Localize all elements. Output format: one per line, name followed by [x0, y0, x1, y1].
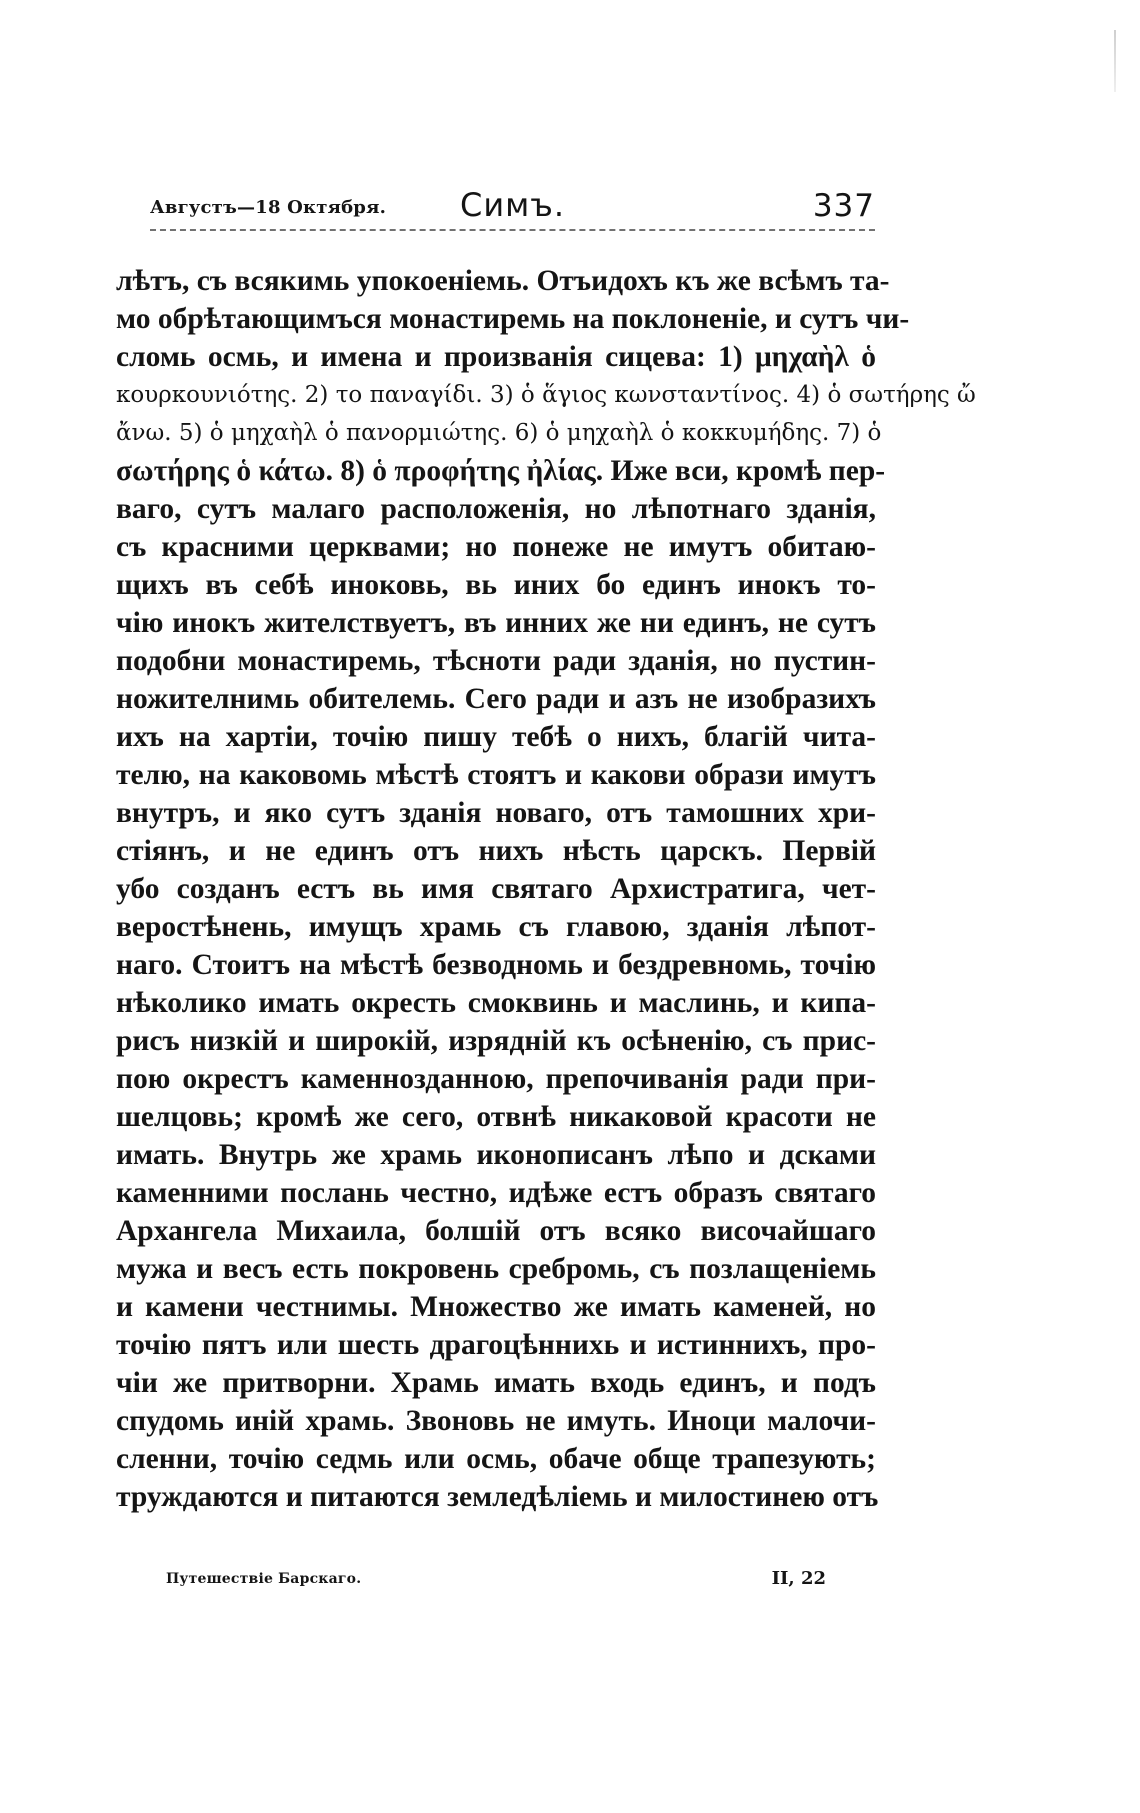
- text-line-7: ваго, сутъ малаго расположенія, но лѣпотнаго зданія,: [116, 493, 876, 525]
- text-line-11: подобни монастиремь, тѣсноти ради зданія, но пустин-: [116, 645, 876, 677]
- text-line-29: точію пятъ или шесть драгоцѣннихь и истиннихъ, про-: [116, 1329, 876, 1361]
- text-line-32: сленни, точію седмь или осмь, обаче обще трапезують;: [116, 1443, 876, 1475]
- text-line-25: каменними послань честно, идѣже естъ образъ святаго: [116, 1177, 876, 1209]
- scan-edge-mark: [1114, 30, 1116, 92]
- text-line-1: лѣтъ, съ всякимь упокоеніемь. Отъидохъ къ же всѣмъ та-: [116, 265, 890, 297]
- text-line-6: σωτήρης ὁ κάτω. 8) ὁ προφήτης ἠλίας. Иже вси, кромѣ пер-: [116, 455, 886, 487]
- text-line-14: телю, на каковомь мѣстѣ стоятъ и какови образи имутъ: [116, 759, 876, 791]
- text-line-5: ἄνω. 5) ὁ μηχαὴλ ὁ πανορμιώτης. 6) ὁ μηχαὴλ ὁ κοκκυμήδης. 7) ὁ: [116, 420, 882, 446]
- text-line-22: пою окрестъ каменнозданною, препочиванія ради при-: [116, 1063, 876, 1095]
- text-line-23: шелцовь; кромѣ же сего, отвнѣ никаковой красоти не: [116, 1101, 876, 1133]
- page-number: 337: [812, 188, 875, 224]
- text-line-12: ножителнимь обителемь. Сего ради и азъ не изобразихъ: [116, 683, 876, 715]
- sheet-number: II, 22: [771, 1568, 826, 1589]
- text-line-4: κουρκουνιότης. 2) το παναγίδι. 3) ὁ ἅγιος κωνσταντίνος. 4) ὁ σωτήρης ὤ: [116, 382, 976, 408]
- running-head-date: Августъ—18 Октября.: [150, 197, 387, 218]
- text-line-30: чіи же притворни. Храмь имать входь единъ, и подъ: [116, 1367, 876, 1399]
- text-line-8: съ красними церквами; но понеже не имутъ обитаю-: [116, 531, 876, 563]
- text-line-26: Архангела Михаила, болшій отъ всяко височайшаго: [116, 1215, 876, 1247]
- page-footer: [166, 1568, 826, 1595]
- text-line-21: рисъ низкій и широкій, изрядній къ осѣненію, съ прис-: [116, 1025, 876, 1057]
- text-line-15: внутръ, и яко сутъ зданія новаго, отъ тамошних хри-: [116, 797, 876, 829]
- text-line-10: чію инокъ жителствуетъ, въ инних же ни единъ, не сутъ: [116, 607, 876, 639]
- running-head-title: Симъ.: [459, 186, 566, 224]
- text-line-24: имать. Внутрь же храмь иконописанъ лѣпо и дсками: [116, 1139, 876, 1171]
- text-line-20: нѣколико имать окресть смоквинь и маслинь, и кипа-: [116, 987, 876, 1019]
- text-line-19: наго. Стоитъ на мѣстѣ безводномь и бездревномь, точію: [116, 949, 876, 981]
- main-text-block: [116, 262, 976, 1516]
- text-line-31: спудомь иній храмь. Звоновь не имуть. Иноци малочи-: [116, 1405, 876, 1437]
- text-line-2: мо обрѣтающимъся монастиремь на поклоненіе, и сутъ чи-: [116, 303, 910, 335]
- running-header: [150, 182, 875, 232]
- text-line-27: мужа и весъ есть покровень сребромь, съ позлащеніемь: [116, 1253, 876, 1285]
- text-line-17: убо созданъ естъ вь имя святаго Архистратига, чет-: [116, 873, 876, 905]
- text-line-28: и камени честнимы. Множество же имать каменей, но: [116, 1291, 876, 1323]
- text-line-3: сломь осмь, и имена и произванія сицева: 1) μηχαὴλ ὁ: [116, 341, 876, 373]
- text-line-13: ихъ на хартіи, точію пишу тебѣ о нихъ, благій чита-: [116, 721, 876, 753]
- header-rule: [150, 229, 875, 232]
- text-line-16: стіянъ, и не единъ отъ нихъ нѣсть царскъ. Первій: [116, 835, 876, 867]
- text-line-9: щихъ въ себѣ иноковь, вь иних бо единъ инокъ то-: [116, 569, 876, 601]
- book-signature-mark: Путешествіе Барскаго.: [166, 1571, 362, 1587]
- text-line-33: труждаются и питаются земледѣліемь и милостинею отъ: [116, 1481, 879, 1513]
- text-line-18: веростѣнень, имущъ храмь съ главою, зданія лѣпот-: [116, 911, 876, 943]
